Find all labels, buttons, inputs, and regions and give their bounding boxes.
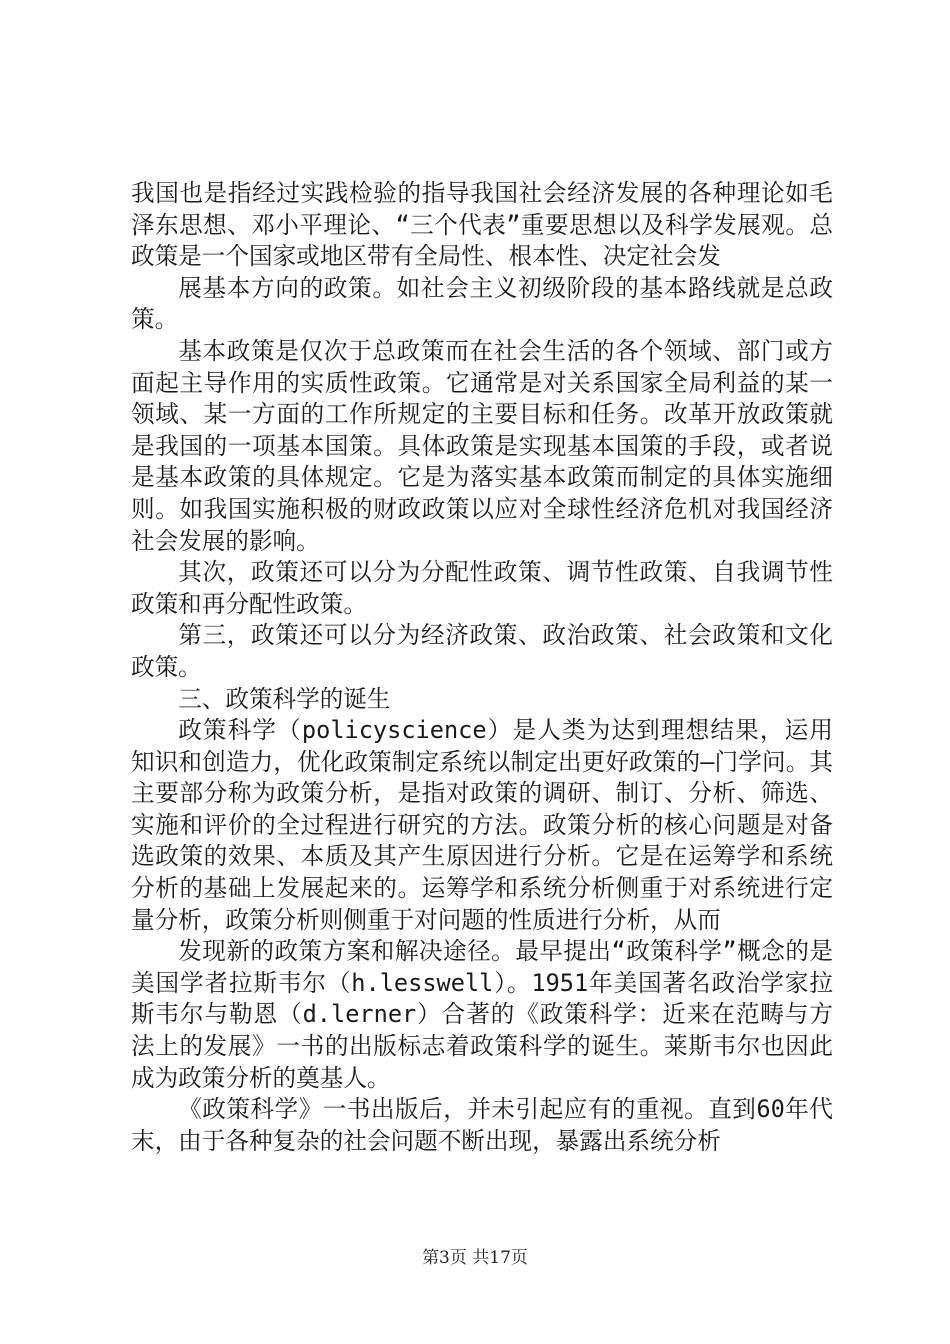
section-heading: 三、政策科学的诞生 [178, 684, 391, 713]
paragraph-2: 展基本方向的政策。如社会主义初级阶段的基本路线就是总政策。 [131, 273, 833, 334]
paragraph-7: 政策科学（policyscience）是人类为达到理想结果，运用知识和创造力，优化政策制定系统以制定出更好政策的—门学问。其主要部分称为政策分析，是指对政策的调研、制订、分析、筛选、实施和评价的全过程进行研究的方法。政策分析的核心问题是对备选政策的效果、本质及其产生原因进行分析。它是在运筹学和系统分析的基础上发展起来的。运筹学和系统分析侧重于对系统进行定量分析，政策分析则侧重于对问题的性质进行分析，从而 [131, 716, 833, 934]
paragraph-5: 第三，政策还可以分为经济政策、政治政策、社会政策和文化政策。 [131, 621, 833, 681]
paragraph-8: 发现新的政策方案和解决途径。最早提出“政策科学”概念的是美国学者拉斯韦尔（h.lesswell）。1951年美国著名政治学家拉斯韦尔与勒恩（d.lerner）合著的《政策科学：近来在范畴与方法上的发展》一书的出版标志着政策科学的诞生。莱斯韦尔也因此成为政策分析的奠基人。 [131, 937, 833, 1092]
paragraph-9: 《政策科学》一书出版后，并未引起应有的重视。直到60年代末，由于各种复杂的社会问题不断出现，暴露出系统分析 [131, 1095, 833, 1155]
paragraph-3: 基本政策是仅次于总政策而在社会生活的各个领域、部门或方面起主导作用的实质性政策。它通常是对关系国家全局利益的某一领域、某一方面的工作所规定的主要目标和任务。改革开放政策就是我国的一项基本国策。具体政策是实现基本国策的手段，或者说是基本政策的具体规定。它是为落实基本政策而制定的具体实施细则。如我国实施积极的财政政策以应对全球性经济危机对我国经济社会发展的影响。 [131, 336, 833, 555]
paragraph-1: 我国也是指经过实践检验的指导我国社会经济发展的各种理论如毛泽东思想、邓小平理论、“三个代表”重要思想以及科学发展观。总政策是一个国家或地区带有全局性、根本性、决定社会发 [131, 179, 833, 271]
paragraph-4: 其次，政策还可以分为分配性政策、调节性政策、自我调节性政策和再分配性政策。 [131, 558, 833, 618]
document-body [131, 178, 833, 1157]
page-number-footer: 第3页 共17页 [422, 1248, 528, 1268]
